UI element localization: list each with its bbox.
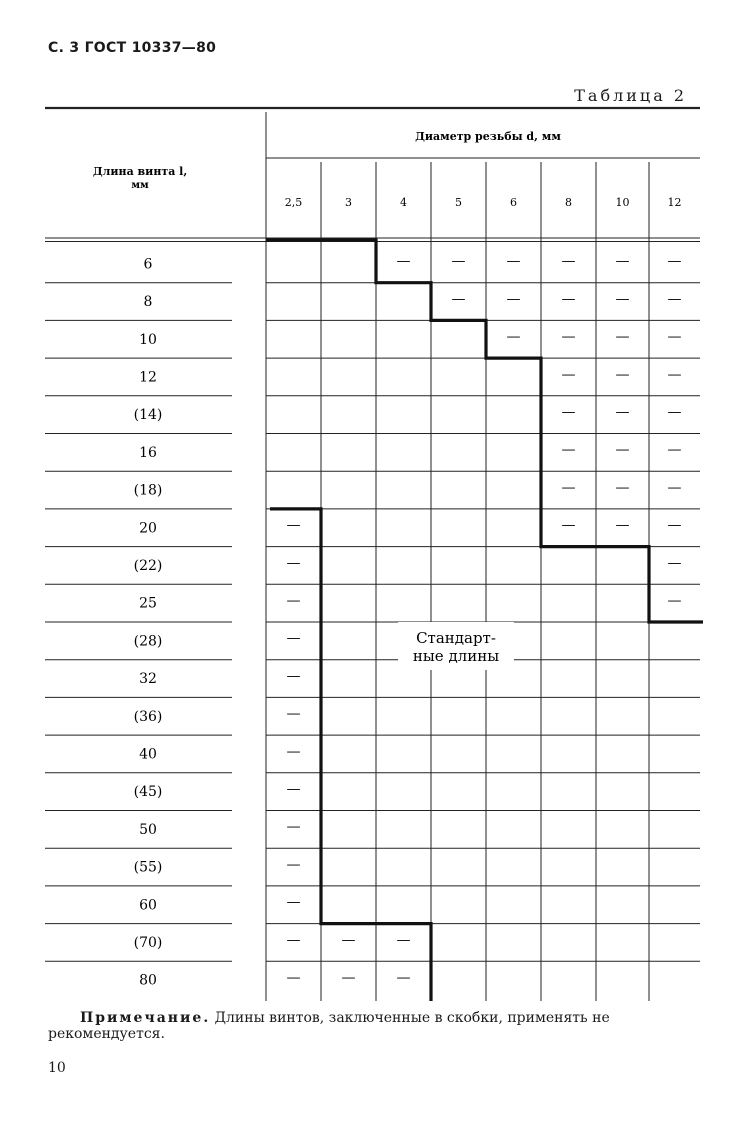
row-label: 60 — [139, 897, 157, 914]
note-lead: Примечание. — [80, 1010, 211, 1026]
dash-cell: — — [286, 856, 301, 873]
dash-cell: — — [341, 970, 356, 987]
row-label: 25 — [139, 595, 157, 612]
dash-cell: — — [561, 479, 576, 496]
dash-cell: — — [561, 366, 576, 383]
dash-cell: — — [286, 970, 301, 987]
table-title: Таблица 2 — [574, 86, 687, 105]
dash-cell: — — [396, 932, 411, 949]
row-label: 8 — [143, 294, 153, 311]
dash-cells — [287, 254, 682, 986]
dash-cell: — — [286, 894, 301, 911]
table-header — [93, 130, 562, 191]
dash-cell: — — [561, 291, 576, 308]
row-label: 10 — [139, 331, 157, 348]
dash-cell: — — [451, 291, 466, 308]
dash-cell: — — [561, 442, 576, 459]
row-label: (45) — [133, 784, 163, 801]
dash-cell: — — [667, 329, 682, 346]
dash-cell: — — [667, 253, 682, 270]
column-label: 10 — [615, 196, 630, 209]
dash-cell: — — [615, 366, 630, 383]
standard-length-boundary — [266, 240, 703, 1001]
dash-cell: — — [667, 404, 682, 421]
dash-cell: — — [451, 253, 466, 270]
dash-cell: — — [615, 404, 630, 421]
dash-cell: — — [615, 291, 630, 308]
dash-cell: — — [615, 253, 630, 270]
row-label: 20 — [139, 520, 157, 537]
page-header: С. 3 ГОСТ 10337—80 — [48, 40, 217, 56]
column-label: 3 — [345, 196, 352, 209]
dash-cell: — — [396, 253, 411, 270]
upper-boundary — [266, 240, 703, 622]
column-group-header: Диаметр резьбы d, мм — [415, 130, 561, 143]
dash-cell: — — [286, 630, 301, 647]
dash-cell: — — [667, 291, 682, 308]
row-label: 16 — [139, 444, 157, 461]
column-labels — [285, 196, 682, 209]
row-header-label: Длина винта l, — [92, 165, 188, 178]
row-label: 40 — [139, 746, 157, 763]
row-labels — [134, 256, 163, 988]
dash-cell: — — [561, 517, 576, 534]
column-label: 8 — [565, 196, 572, 209]
note-text: Длины винтов, заключенные в скобки, применять не рекомендуется. — [48, 1010, 610, 1042]
dash-cell: — — [561, 404, 576, 421]
dash-cell: — — [667, 479, 682, 496]
dash-cell: — — [286, 668, 301, 685]
column-label: 2,5 — [284, 196, 303, 209]
dash-cell: — — [286, 706, 301, 723]
dash-cell: — — [615, 329, 630, 346]
dash-cell: — — [286, 819, 301, 836]
dash-cell: — — [506, 329, 521, 346]
standard-lengths-label-line1: Стандарт- — [416, 629, 496, 647]
row-label: (28) — [133, 633, 163, 650]
dash-cell: — — [667, 366, 682, 383]
column-label: 12 — [667, 196, 682, 209]
dash-cell: — — [396, 970, 411, 987]
row-label: 50 — [139, 821, 157, 838]
row-label: 6 — [143, 256, 153, 273]
dash-cell: — — [286, 781, 301, 798]
row-label: 32 — [139, 671, 157, 688]
dash-cell: — — [286, 517, 301, 534]
row-label: (14) — [133, 407, 163, 424]
dash-cell: — — [667, 555, 682, 572]
page-number: 10 — [48, 1060, 66, 1076]
column-label: 4 — [400, 196, 407, 209]
dash-cell: — — [667, 517, 682, 534]
column-label: 6 — [510, 196, 517, 209]
dash-cell: — — [615, 442, 630, 459]
dash-cell: — — [615, 479, 630, 496]
row-label: 80 — [139, 972, 157, 989]
dash-cell: — — [561, 253, 576, 270]
dash-cell: — — [667, 442, 682, 459]
row-label: (18) — [133, 482, 163, 499]
column-label: 5 — [455, 196, 462, 209]
dash-cell: — — [561, 329, 576, 346]
dash-cell: — — [341, 932, 356, 949]
dash-cell: — — [667, 593, 682, 610]
dash-cell: — — [506, 291, 521, 308]
dash-cell: — — [286, 555, 301, 572]
dash-cell: — — [286, 593, 301, 610]
standard-lengths-label-line2: ные длины — [412, 647, 500, 665]
row-label: 12 — [139, 369, 157, 386]
row-label: (70) — [133, 934, 163, 951]
dash-cell: — — [615, 517, 630, 534]
row-label: (55) — [133, 859, 163, 876]
row-header-unit: мм — [131, 180, 149, 191]
table-note — [48, 1010, 708, 1042]
dash-cell: — — [286, 932, 301, 949]
row-label: (36) — [133, 708, 163, 725]
dash-cell: — — [506, 253, 521, 270]
dash-cell: — — [286, 743, 301, 760]
row-label: (22) — [133, 557, 163, 574]
